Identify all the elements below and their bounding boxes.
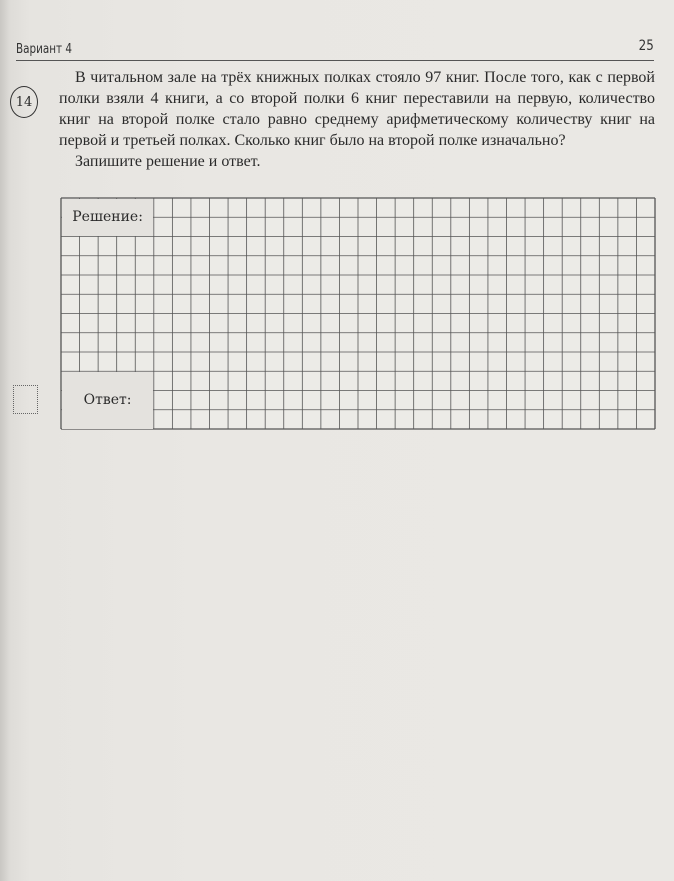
variant-label: Вариант 4 [16,42,73,57]
task-text: В читальном зале на трёх книжных полках стояло 97 книг. После того, как с первой полки взяли 4 книги, а со второй полки 6 книг переставили на первую, количество книг на второй полке стало равно среднему арифметическому количеству книг на первой и третьей полках. Сколько книг было на второй полке изначально? [59,69,655,149]
answer-grid[interactable] [60,197,656,434]
page-number: 25 [638,38,654,54]
task-instruction: Запишите решение и ответ. [75,153,261,170]
answer-label: Ответ: [62,372,154,429]
task-number: 14 [10,86,38,118]
task-body [59,67,655,172]
header-divider [16,60,654,61]
solution-label: Решение: [62,199,154,236]
score-box [13,385,38,414]
